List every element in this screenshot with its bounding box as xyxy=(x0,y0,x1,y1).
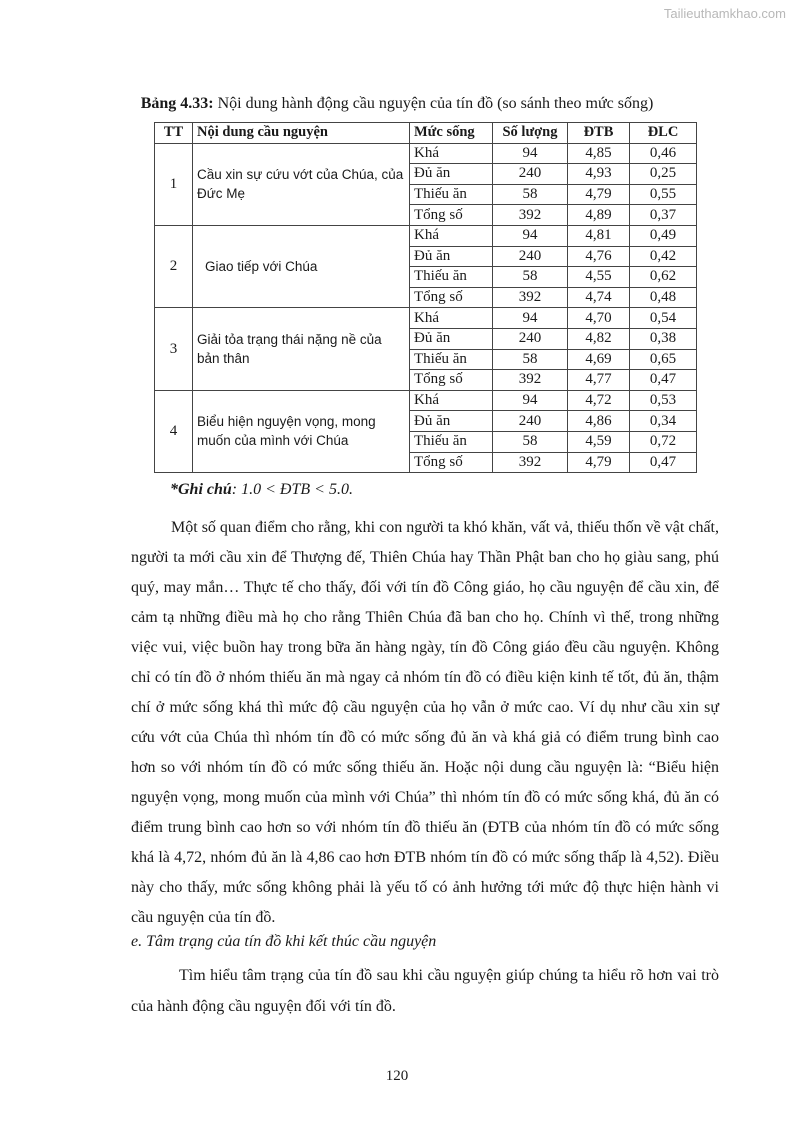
group-number: 1 xyxy=(155,143,193,225)
cell-sd: 0,48 xyxy=(630,287,697,308)
group-number: 3 xyxy=(155,308,193,390)
cell-level: Đủ ăn xyxy=(410,328,493,349)
caption-text: Nội dung hành động cầu nguyện của tín đồ (so sánh theo mức sống) xyxy=(213,95,654,112)
cell-mean: 4,55 xyxy=(568,267,630,288)
cell-mean: 4,93 xyxy=(568,164,630,185)
cell-level: Khá xyxy=(410,225,493,246)
cell-sd: 0,53 xyxy=(630,390,697,411)
cell-level: Khá xyxy=(410,390,493,411)
cell-count: 392 xyxy=(493,370,568,391)
cell-level: Thiếu ăn xyxy=(410,349,493,370)
cell-count: 392 xyxy=(493,287,568,308)
cell-level: Tổng số xyxy=(410,452,493,473)
cell-count: 392 xyxy=(493,452,568,473)
cell-level: Đủ ăn xyxy=(410,411,493,432)
cell-count: 94 xyxy=(493,308,568,329)
table-header-row xyxy=(155,123,697,144)
cell-count: 240 xyxy=(493,328,568,349)
cell-mean: 4,89 xyxy=(568,205,630,226)
cell-sd: 0,55 xyxy=(630,184,697,205)
cell-mean: 4,81 xyxy=(568,225,630,246)
table-row xyxy=(155,308,697,329)
cell-count: 240 xyxy=(493,246,568,267)
header-level: Mức sống xyxy=(410,123,493,144)
paragraph: Một số quan điểm cho rằng, khi con người ta khó khăn, vất vả, thiếu thốn về vật chất, người ta mới cầu xin để Thượng đế, Thiên Chúa hay Thần Phật ban cho họ giàu sang, phú quý, may mắn… Thực tế cho thấy, đối với tín đồ Công giáo, họ cầu nguyện để cầu xin, để cảm tạ những điều mà họ cho rằng Thiên Chúa đã ban cho họ. Chính vì thế, trong những việc vui, việc buồn hay trong bữa ăn hàng ngày, tín đồ Công giáo đều cầu nguyện. Không chỉ có tín đồ ở nhóm thiếu ăn mà ngay cả nhóm tín đồ có điều kiện kinh tế tốt, đủ ăn, thậm chí ở mức sống khá thì mức độ cầu nguyện của họ vẫn ở mức cao. Ví dụ như cầu xin sự cứu vớt của Chúa thì nhóm tín đồ có mức sống đủ ăn và khá giả có điểm trung bình cao hơn so với nhóm tín đồ có mức sống thiếu ăn. Hoặc nội dung cầu nguyện là: “Biểu hiện nguyện vọng, mong muốn của mình với Chúa” thì nhóm tín đồ có mức sống khá, đủ ăn có điểm trung bình cao hơn so với nhóm tín đồ thiếu ăn (ĐTB của nhóm tín đồ có mức sống khá là 4,72, nhóm đủ ăn là 4,86 cao hơn ĐTB nhóm tín đồ có mức sống thấp là 4,52). Điều này cho thấy, mức sống không phải là yếu tố có ảnh hưởng tới mức độ thực hiện hành vi cầu nguyện của tín đồ. xyxy=(131,519,719,926)
cell-count: 58 xyxy=(493,349,568,370)
cell-sd: 0,42 xyxy=(630,246,697,267)
group-content: Cầu xin sự cứu vớt của Chúa, của Đức Mẹ xyxy=(193,143,410,225)
cell-mean: 4,77 xyxy=(568,370,630,391)
cell-count: 392 xyxy=(493,205,568,226)
note-text: : 1.0 < ĐTB < 5.0. xyxy=(231,481,353,498)
cell-level: Thiếu ăn xyxy=(410,184,493,205)
cell-mean: 4,69 xyxy=(568,349,630,370)
cell-count: 240 xyxy=(493,164,568,185)
cell-mean: 4,82 xyxy=(568,328,630,349)
cell-sd: 0,25 xyxy=(630,164,697,185)
header-content: Nội dung cầu nguyện xyxy=(193,123,410,144)
cell-level: Đủ ăn xyxy=(410,246,493,267)
cell-mean: 4,79 xyxy=(568,184,630,205)
cell-sd: 0,62 xyxy=(630,267,697,288)
header-tt: TT xyxy=(155,123,193,144)
cell-sd: 0,46 xyxy=(630,143,697,164)
group-number: 4 xyxy=(155,390,193,472)
cell-mean: 4,70 xyxy=(568,308,630,329)
section-heading: e. Tâm trạng của tín đồ khi kết thúc cầu nguyện xyxy=(131,933,437,950)
table-note xyxy=(170,481,353,499)
watermark: Tailieuthamkhao.com xyxy=(663,6,786,21)
cell-level: Tổng số xyxy=(410,370,493,391)
cell-mean: 4,79 xyxy=(568,452,630,473)
cell-mean: 4,76 xyxy=(568,246,630,267)
header-mean: ĐTB xyxy=(568,123,630,144)
cell-sd: 0,34 xyxy=(630,411,697,432)
cell-count: 94 xyxy=(493,225,568,246)
header-count: Số lượng xyxy=(493,123,568,144)
cell-count: 58 xyxy=(493,267,568,288)
cell-sd: 0,65 xyxy=(630,349,697,370)
cell-mean: 4,85 xyxy=(568,143,630,164)
note-label: *Ghi chú xyxy=(170,481,232,498)
cell-sd: 0,37 xyxy=(630,205,697,226)
cell-count: 94 xyxy=(493,390,568,411)
cell-sd: 0,38 xyxy=(630,328,697,349)
cell-sd: 0,72 xyxy=(630,431,697,452)
group-content: Giao tiếp với Chúa xyxy=(193,225,410,307)
page-number: 120 xyxy=(385,1068,409,1084)
cell-level: Khá xyxy=(410,143,493,164)
table-caption xyxy=(0,95,794,113)
cell-level: Thiếu ăn xyxy=(410,267,493,288)
cell-mean: 4,59 xyxy=(568,431,630,452)
cell-sd: 0,47 xyxy=(630,370,697,391)
cell-count: 58 xyxy=(493,431,568,452)
cell-level: Khá xyxy=(410,308,493,329)
cell-level: Thiếu ăn xyxy=(410,431,493,452)
data-table xyxy=(154,122,697,473)
cell-level: Đủ ăn xyxy=(410,164,493,185)
cell-count: 240 xyxy=(493,411,568,432)
caption-label: Bảng 4.33: xyxy=(140,95,214,112)
paragraph: Tìm hiểu tâm trạng của tín đồ sau khi cầu nguyện giúp chúng ta hiểu rõ hơn vai trò của hành động cầu nguyện đối với tín đồ. xyxy=(131,967,719,1015)
cell-count: 58 xyxy=(493,184,568,205)
table-row xyxy=(155,225,697,246)
table-row xyxy=(155,143,697,164)
cell-sd: 0,49 xyxy=(630,225,697,246)
group-content: Giải tỏa trạng thái nặng nề của bản thân xyxy=(193,308,410,390)
cell-sd: 0,54 xyxy=(630,308,697,329)
cell-level: Tổng số xyxy=(410,205,493,226)
cell-mean: 4,72 xyxy=(568,390,630,411)
group-number: 2 xyxy=(155,225,193,307)
cell-count: 94 xyxy=(493,143,568,164)
cell-sd: 0,47 xyxy=(630,452,697,473)
cell-mean: 4,74 xyxy=(568,287,630,308)
group-content: Biểu hiện nguyện vọng, mong muốn của mình với Chúa xyxy=(193,390,410,472)
cell-mean: 4,86 xyxy=(568,411,630,432)
table-row xyxy=(155,390,697,411)
header-sd: ĐLC xyxy=(630,123,697,144)
cell-level: Tổng số xyxy=(410,287,493,308)
body-text xyxy=(131,513,719,933)
body-text-2 xyxy=(131,960,719,1022)
